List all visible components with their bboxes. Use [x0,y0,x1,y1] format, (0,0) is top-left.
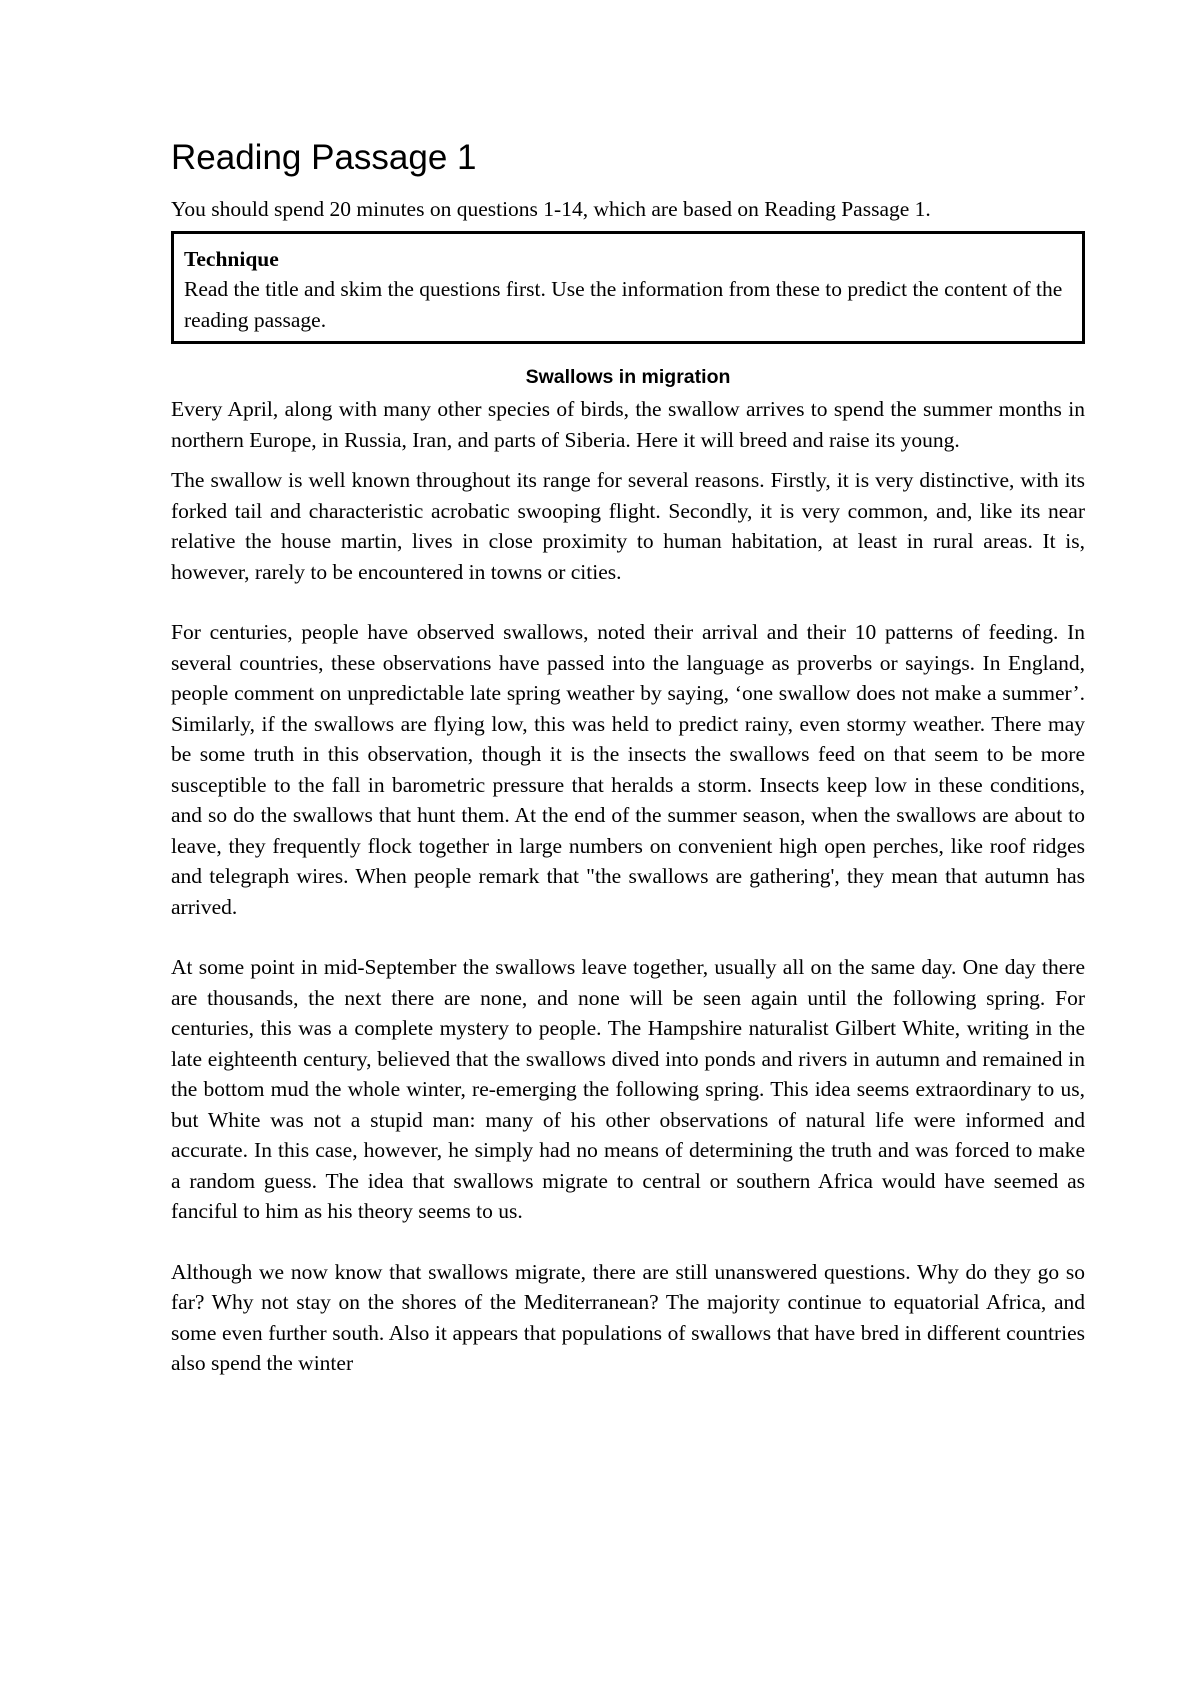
instruction-text: You should spend 20 minutes on questions 1-14, which are based on Reading Passage 1. [171,197,931,221]
passage-paragraph-5: Although we now know that swallows migrate, there are still unanswered questions. Why do they go so far? Why not stay on the shores of the Mediterranean? The majority continue to equatorial Africa, and some even further south. Also it appears that populations of swallows that have bred in different countries also spend the winter [171,1259,1085,1375]
passage-paragraph-2: The swallow is well known throughout its range for several reasons. Firstly, it is very distinctive, with its forked tail and characteristic acrobatic swooping flight. Secondly, it is very common, and, like its near relative the house martin, lives in close proximity to human habitation, at least in rural areas. It is, however, rarely to be encountered in towns or cities. [171,468,1085,584]
document-page [171,136,1085,1379]
technique-title: Technique [184,246,279,271]
technique-box [171,231,1085,345]
passage-paragraph-1: Every April, along with many other species of birds, the swallow arrives to spend the summer months in northern Europe, in Russia, Iran, and parts of Siberia. Here it will breed and raise its young. [171,397,1085,452]
passage-paragraph-3: For centuries, people have observed swallows, noted their arrival and their 10 patterns of feeding. In several countries, these observations have passed into the language as proverbs or sayings. In England, people comment on unpredictable late spring weather by saying, ‘one swallow does not make a summer’. Similarly, if the swallows are flying low, this was held to predict rainy, even stormy weather. There may be some truth in this observation, though it is the insects the swallows feed on that seem to be more susceptible to the fall in barometric pressure that heralds a storm. Insects keep low in these conditions, and so do the swallows that hunt them. At the end of the summer season, when the swallows are about to leave, they frequently flock together in large numbers on convenient high open perches, like roof ridges and telegraph wires. When people remark that "the swallows are gathering', they mean that autumn has arrived. [171,620,1085,919]
page-heading: Reading Passage 1 [171,138,477,177]
technique-text: Read the title and skim the questions first. Use the information from these to predict the content of the reading passage. [184,277,1063,332]
passage-paragraph-4: At some point in mid-September the swallows leave together, usually all on the same day. One day there are thousands, the next there are none, and none will be seen again until the following spring. For centuries, this was a complete mystery to people. The Hampshire naturalist Gilbert White, writing in the late eighteenth century, believed that the swallows dived into ponds and rivers in autumn and remained in the bottom mud the whole winter, re-emerging the following spring. This idea seems extraordinary to us, but White was not a stupid man: many of his other observations of natural life were informed and accurate. In this case, however, he simply had no means of determining the truth and was forced to make a random guess. The idea that swallows migrate to central or southern Africa would have seemed as fanciful to him as his theory seems to us. [171,955,1085,1223]
passage-title: Swallows in migration [525,366,731,388]
